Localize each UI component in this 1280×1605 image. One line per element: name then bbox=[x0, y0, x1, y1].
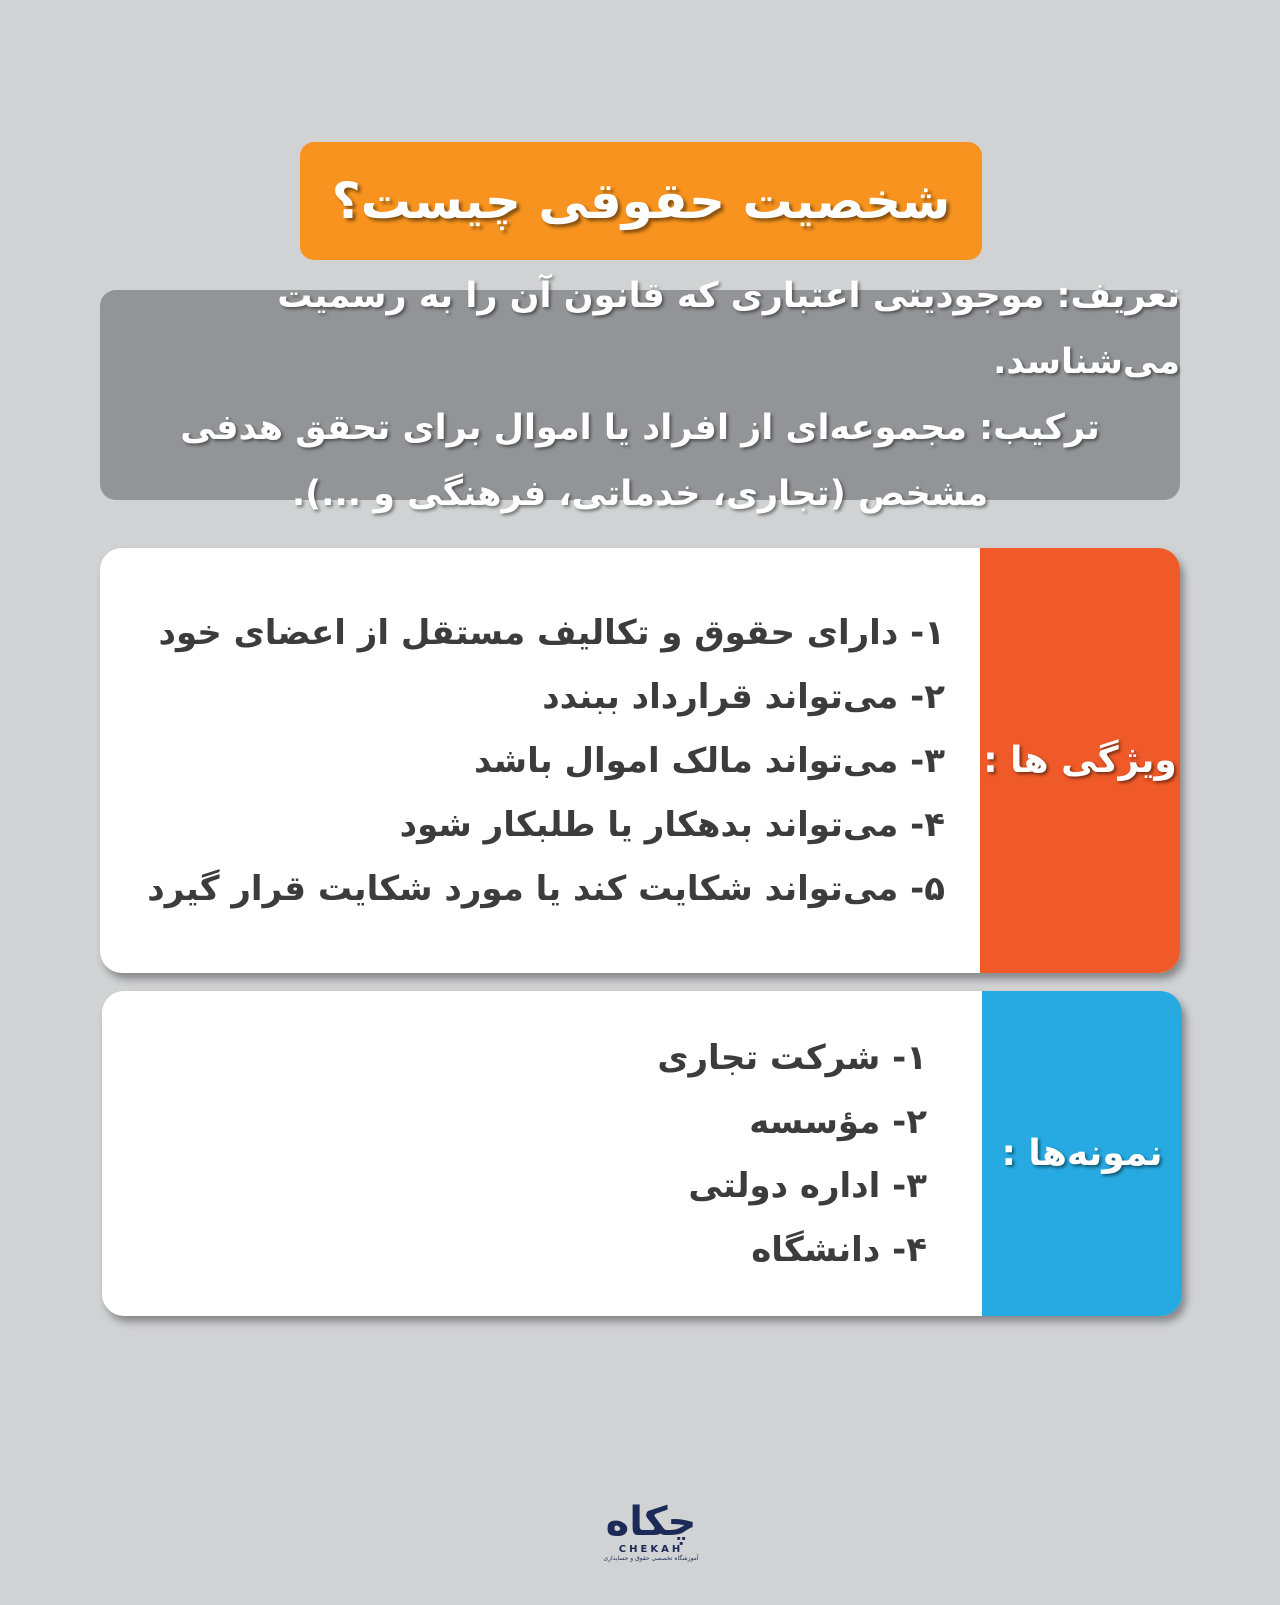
list-item: ۱- شرکت تجاری bbox=[657, 1037, 927, 1078]
logo-mark: چکاه bbox=[605, 1499, 697, 1545]
definition-box bbox=[100, 276, 1180, 514]
logo-latin-text: CHEKAH bbox=[618, 1544, 684, 1555]
page-title: شخصیت حقوقی چیست؟ bbox=[331, 172, 951, 230]
chekah-logo bbox=[586, 1500, 716, 1570]
examples-card bbox=[102, 991, 1182, 1316]
logo-tagline: آموزشگاه تخصصی حقوق و حسابداری bbox=[603, 1555, 699, 1562]
list-item: ۲- می‌تواند قرارداد ببندد bbox=[542, 676, 945, 717]
list-item: ۳- اداره دولتی bbox=[688, 1165, 927, 1206]
list-item: ۲- مؤسسه bbox=[749, 1101, 927, 1142]
features-label: ویژگی ها : bbox=[983, 740, 1177, 781]
list-item: ۴- می‌تواند بدهکار یا طلبکار شود bbox=[399, 804, 945, 845]
composition-line: ترکیب: مجموعه‌ای از افراد یا اموال برای تحقق هدفی bbox=[180, 408, 1100, 448]
list-item: ۵- می‌تواند شکایت کند یا مورد شکایت قرار گیرد bbox=[147, 868, 945, 909]
features-card bbox=[100, 548, 1180, 973]
examples-label: نمونه‌ها : bbox=[1001, 1133, 1163, 1174]
list-item: ۱- دارای حقوق و تکالیف مستقل از اعضای خود bbox=[158, 612, 945, 653]
features-list bbox=[140, 548, 945, 973]
list-item: ۴- دانشگاه bbox=[751, 1229, 927, 1270]
features-label-panel bbox=[980, 548, 1180, 973]
composition-line-continued: مشخص (تجاری، خدماتی، فرهنگی و ...). bbox=[291, 474, 989, 514]
examples-list bbox=[142, 991, 927, 1316]
title-banner bbox=[300, 142, 982, 260]
list-item: ۳- می‌تواند مالک اموال باشد bbox=[474, 740, 945, 781]
examples-label-panel bbox=[982, 991, 1182, 1316]
definition-line: تعریف: موجودیتی اعتباری که قانون آن را به رسمیت می‌شناسد. bbox=[277, 276, 1180, 382]
